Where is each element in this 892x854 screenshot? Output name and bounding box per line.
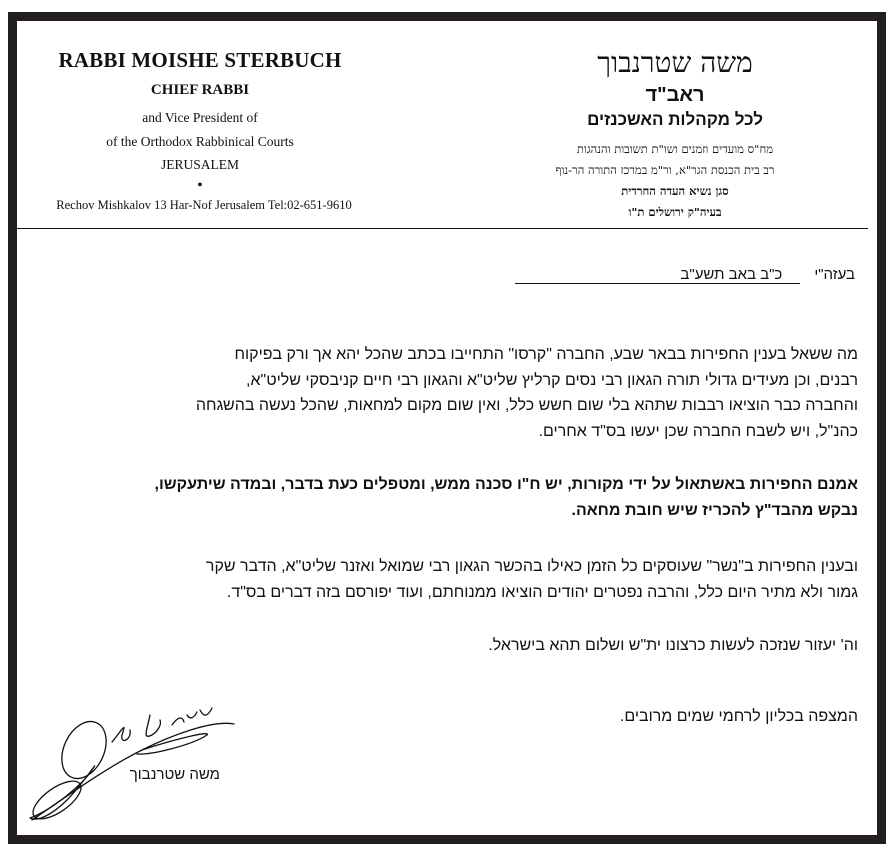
english-address: Rechov Mishkalov 13 Har-Nof Jerusalem Tel:02-651-9610 [56, 198, 352, 212]
hebrew-subtitle: לכל מקהלות האשכנזים [587, 110, 763, 129]
paragraph-line: גמור ולא מתיר היום כלל, והרבה נפטרים יהודים הוציאו ממנוחתם, ועוד יפורסם בזה דברים בס"ד. [226, 583, 858, 601]
paragraph-3 [36, 554, 858, 605]
paragraph-line: אמנם החפירות באשתאול על ידי מקורות, יש ח"ו סכנה ממש, ומטפלים כעת בדבר, ובמדה שיתעקשו, [154, 476, 858, 493]
paragraph-line: והחברה כבר הוציאו רבבות שתהא בלי שום חשש כלל, ואין שום מקום למחאות, שהכל נעשה בהשגחה [195, 397, 858, 414]
date-value: כ"ב באב תשע"ב [515, 266, 800, 284]
english-name-heading: RABBI MOISHE STERBUCH [58, 48, 342, 72]
paragraph-line: וה' יעזור שנזכה לעשות כרצונו ית"ש ושלום תהא בישראל. [488, 637, 858, 654]
bullet-separator: • [197, 178, 203, 193]
paragraph-line: כהנ"ל, ויש לשבח החברה שכן יעשו בס"ד אחרים. [538, 422, 858, 440]
paragraph-line: ובענין החפירות ב"נשר" שעוסקים כל הזמן כאילו בהכשר הגאון רבי שמואל ואזנר שליט"א, הדבר שקר [205, 558, 858, 575]
paragraph-1 [36, 342, 858, 444]
english-line-1: and Vice President of [142, 110, 258, 125]
english-line-2: of the Orthodox Rabbinical Courts [106, 134, 294, 149]
header-divider [17, 228, 868, 229]
paragraph-line: רבנים, וכן מעידים גדולי תורה הגאון רבי נסים קרליץ שליט"א והגאון רבי חיים קניבסקי שליט"א, [246, 371, 858, 389]
paragraph-line: נבקש מהבד"ץ להכריז שיש חובת מחאה. [571, 501, 858, 519]
paragraph-4 [36, 633, 858, 659]
hebrew-name-heading: משה שטרנבוך [597, 46, 753, 79]
english-title: CHIEF RABBI [150, 82, 250, 98]
hebrew-line-2: רב בית הכנסת הגר"א, ור"מ במרכז התורה הר-נוף [555, 163, 775, 177]
hebrew-title: ראב"ד [645, 84, 705, 106]
paragraph-line: מה ששאל בענין החפירות בבאר שבע, החברה "קרסו" התחייבו בכתב שהכל יהא אך ורק בפיקוח [234, 346, 858, 363]
hebrew-line-3: סגן נשיא העדה החרדית [621, 184, 729, 198]
hebrew-line-1: מח"ס מועדים וזמנים ושו"ת תשובות והנהגות [576, 142, 774, 156]
closing-line: המצפה בכליון לרחמי שמים מרובים. [619, 708, 858, 725]
signature-printed-name: משה שטרנבוך [129, 766, 220, 783]
date-row [510, 266, 855, 284]
handwritten-signature [22, 690, 252, 830]
date-label: בעזה"י [814, 266, 855, 283]
hebrew-line-4: בעיה"ק ירושלים ת"ו [628, 205, 722, 219]
paragraph-2 [36, 472, 858, 523]
english-line-3: JERUSALEM [160, 157, 239, 172]
